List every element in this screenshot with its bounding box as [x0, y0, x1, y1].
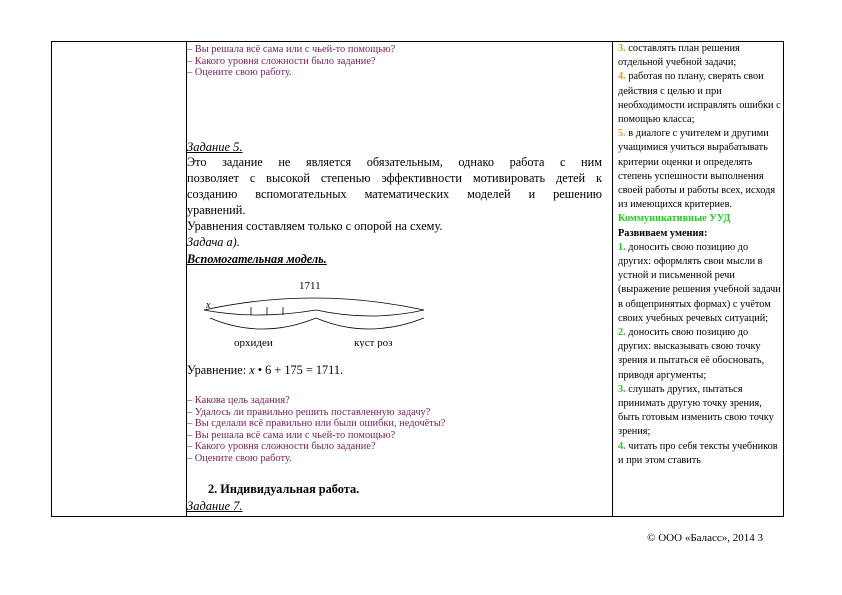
- diagram-right-label: куст роз: [354, 337, 393, 348]
- paragraph-line: Это задание не является обязательным, однако работа с ним: [187, 155, 602, 169]
- question-line: – Оцените свою работу.: [187, 67, 292, 79]
- skills-column: [613, 42, 785, 516]
- item-number: 4.: [618, 71, 626, 83]
- question-line: – Удалось ли правильно решить поставленную задачу?: [187, 406, 431, 418]
- paragraph-line: уравнений.: [187, 203, 246, 217]
- question-line: – Оцените свою работу.: [187, 452, 292, 464]
- task5-heading: Задание 5.: [187, 140, 243, 154]
- total-brace: [204, 298, 424, 310]
- question-line: – Какова цель задания?: [187, 395, 290, 406]
- item-number: 3.: [618, 43, 626, 54]
- aux-model-label: Вспомогательная модель.: [187, 252, 327, 266]
- right-brace: [316, 318, 424, 329]
- question-line: – Какого уровня сложности было задание?: [187, 441, 376, 453]
- section-2-title: 2. Индивидуальная работа.: [208, 482, 360, 496]
- item-number: 2.: [618, 327, 626, 339]
- task5-paragraph: [187, 154, 602, 234]
- item-number: 1.: [618, 241, 626, 253]
- left-brace: [210, 318, 316, 329]
- lesson-column: [186, 42, 662, 516]
- question-line: – Вы решала всё сама или с чьей-то помощью?: [187, 44, 396, 55]
- paragraph-line: созданию вспомогательных математических моделей и решению: [187, 187, 602, 201]
- bottom-questions: [187, 395, 445, 465]
- task7-heading: Задание 7.: [187, 499, 243, 513]
- equation-rest: • 6 + 175 = 1711.: [254, 363, 344, 377]
- communicative-heading: Коммуникативные УУД: [618, 213, 731, 225]
- item-text: слушать других, пытаться принимать другую точку зрения, быть готовым изменить свою точку зрения;: [618, 383, 774, 438]
- item-text: доносить свою позицию до других: высказывать свою точку зрения и пытаться её обосновать, приводя аргументы;: [618, 327, 765, 381]
- paragraph-note: Уравнения составляем только с опорой на схему.: [187, 219, 443, 233]
- content-table: [51, 41, 784, 517]
- item-number: 3.: [618, 383, 626, 395]
- develop-label: Развиваем умения:: [618, 227, 708, 239]
- paragraph-line: позволяет с высокой степенью эффективности мотивировать детей к: [187, 171, 602, 185]
- equation: [187, 363, 343, 378]
- equation-prefix: Уравнение:: [187, 363, 250, 377]
- item-number: 5.: [618, 128, 626, 140]
- item-text: читать про себя тексты учебников и при этом ставить: [618, 440, 778, 466]
- skills-text: [618, 42, 782, 468]
- item-text: работая по плану, сверять свои действия с целью и при необходимости исправлять ошибки с помощью класса;: [618, 71, 781, 126]
- question-line: – Какого уровня сложности было задание?: [187, 55, 376, 67]
- page-footer: © ООО «Баласс», 2014 3: [647, 532, 763, 544]
- diagram-total-label: 1711: [299, 280, 321, 292]
- equation-variable: x: [249, 363, 255, 377]
- diagram-left-label: орхидеи: [234, 337, 273, 348]
- question-line: – Вы решала всё сама или с чьей-то помощью?: [187, 429, 396, 441]
- item-text: доносить свою позицию до других: оформлять свои мысли в устной и письменной речи (выражение решения учебной задачи в общепринятых формах) с учётом своих учебных речевых ситуаций;: [618, 241, 781, 324]
- scheme-diagram: [196, 272, 436, 348]
- left-segment-arc: [204, 310, 316, 315]
- item-text: составлять план решения отдельной учебной задачи;: [618, 43, 740, 69]
- question-line: – Вы сделали всё правильно или были ошибки, недочёты?: [187, 418, 446, 430]
- item-number: 4.: [618, 440, 626, 452]
- diagram-variable: x: [206, 300, 211, 311]
- top-questions: [187, 44, 395, 79]
- right-segment-arc: [316, 310, 424, 316]
- item-text: в диалоге с учителем и другими учащимися учиться вырабатывать критерии оценки и определять степень успешности выполнения своей работы и работы всех, исходя из имеющихся критериев.: [618, 128, 776, 211]
- task-a-label: Задача а).: [187, 235, 240, 249]
